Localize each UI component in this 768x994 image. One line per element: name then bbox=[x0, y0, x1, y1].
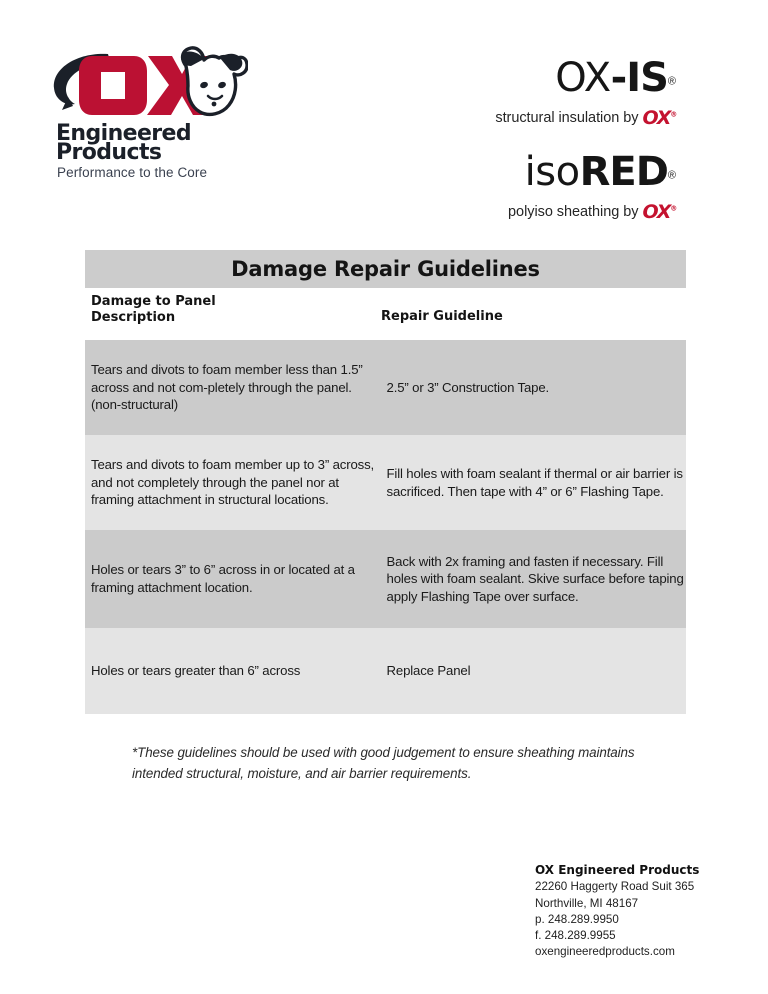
oxis-registered-mark: ® bbox=[667, 75, 676, 88]
cell-repair-guideline: Fill holes with foam sealant if thermal or air barrier is sacrificed. Then tape with 4” or 6” Flashing Tape. bbox=[386, 465, 683, 499]
oxis-name bbox=[420, 55, 676, 101]
oxis-product-logo bbox=[420, 55, 676, 129]
table-row bbox=[85, 340, 686, 435]
cell-repair-guideline: 2.5” or 3” Construction Tape. bbox=[386, 379, 550, 395]
oxis-subtitle: structural insulation by bbox=[495, 110, 639, 126]
page-header bbox=[0, 0, 768, 240]
isored-subtitle-row bbox=[420, 199, 676, 221]
cell-damage-description: Tears and divots to foam member less than 1.5” across and not com-pletely through the panel. (non-structural) bbox=[91, 362, 363, 413]
oxis-by-ox-logo bbox=[642, 107, 676, 129]
table-row bbox=[85, 435, 686, 530]
ox-wordmark bbox=[56, 121, 192, 165]
cell-damage-description: Holes or tears 3” to 6” across in or located at a framing attachment location. bbox=[91, 562, 355, 595]
ox-bull-logo-icon bbox=[48, 44, 248, 120]
column-header-damage-line1: Damage to Panel bbox=[91, 294, 216, 309]
footer-phone: p. 248.289.9950 bbox=[535, 912, 619, 926]
table-row bbox=[85, 628, 686, 714]
isored-product-logo bbox=[420, 149, 676, 223]
footer-fax: f. 248.289.9955 bbox=[535, 929, 616, 943]
ox-tagline: Performance to the Core bbox=[57, 165, 208, 180]
ox-wordmark-line1: Engineered bbox=[56, 121, 192, 146]
isored-by-ox-text: OX bbox=[642, 201, 671, 223]
cell-repair-guideline: Replace Panel bbox=[386, 663, 471, 679]
oxis-subtitle-row bbox=[420, 105, 676, 127]
table-footnote: *These guidelines should be used with good judgement to ensure sheathing maintains intended structural, moisture, and air barrier requirements. bbox=[132, 745, 635, 781]
table-header-row bbox=[85, 288, 686, 340]
table-row bbox=[85, 530, 686, 628]
oxis-by-ox-text: OX bbox=[642, 107, 671, 129]
footer-company-name: OX Engineered Products bbox=[535, 863, 700, 877]
ox-engineered-products-logo bbox=[48, 44, 268, 184]
column-header-damage-line2: Description bbox=[91, 309, 176, 325]
isored-name bbox=[420, 149, 676, 195]
isored-name-thin: iso bbox=[524, 149, 580, 195]
column-header-repair: Repair Guideline bbox=[381, 309, 503, 324]
cell-damage-description: Tears and divots to foam member up to 3” across, and not completely through the panel nor at framing attachment in structural locations. bbox=[91, 457, 375, 508]
table-title: Damage Repair Guidelines bbox=[85, 250, 686, 288]
isored-name-bold: RED bbox=[579, 149, 668, 195]
oxis-name-bold: -IS bbox=[610, 55, 668, 101]
isored-by-ox-registered: ® bbox=[670, 204, 676, 213]
ox-wordmark-line2: Products bbox=[56, 140, 162, 165]
column-header-damage bbox=[91, 294, 216, 325]
oxis-name-thin: OX bbox=[555, 55, 611, 101]
damage-repair-table bbox=[85, 250, 686, 714]
footer-address-line1: 22260 Haggerty Road Suit 365 bbox=[535, 880, 695, 894]
footer-website[interactable]: oxengineeredproducts.com bbox=[535, 945, 675, 959]
isored-by-ox-logo bbox=[642, 201, 676, 223]
company-footer bbox=[535, 862, 755, 961]
isored-subtitle: polyiso sheathing by bbox=[508, 204, 639, 220]
footer-address-line2: Northville, MI 48167 bbox=[535, 896, 639, 910]
cell-damage-description: Holes or tears greater than 6” across bbox=[91, 663, 301, 679]
isored-registered-mark: ® bbox=[667, 169, 676, 182]
cell-repair-guideline: Back with 2x framing and fasten if necessary. Fill holes with foam sealant. Skive surface before taping apply Flashing Tape over surface. bbox=[386, 553, 684, 604]
oxis-by-ox-registered: ® bbox=[670, 110, 676, 119]
